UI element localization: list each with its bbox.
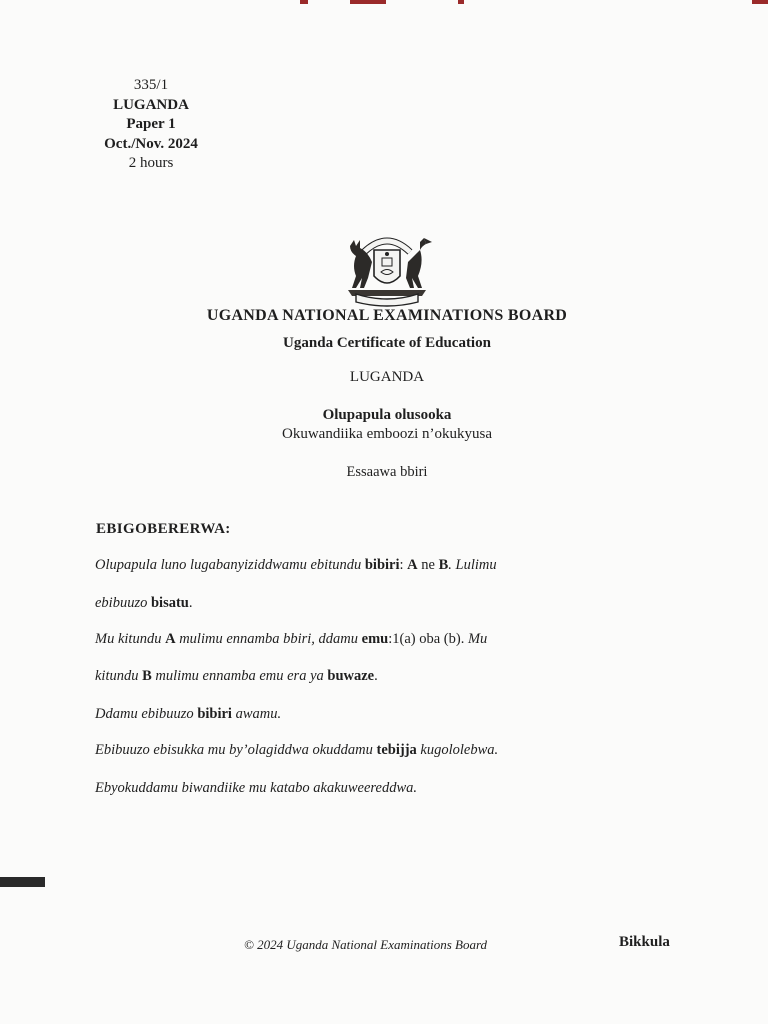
instruction-text-run: buwaze [327,668,375,684]
turn-over-label: Bikkula [619,934,670,950]
instruction-text-run: kugololebwa. [416,742,499,758]
instruction-text-run: . [188,595,193,611]
instruction-text-run: A [165,631,176,647]
instruction-text-run: Ebyokuddamu biwandiike mu katabo akakuweereddwa. [95,780,418,796]
instruction-text-run: : [399,557,408,573]
edge-mark [0,877,45,887]
instruction-text-run: bisatu [150,595,189,611]
instruction-text-run: bibiri [364,557,400,573]
paper-code: 335/1 [133,77,169,93]
instruction-line [95,706,281,723]
instruction-line [95,631,487,648]
certificate-name: Uganda Certificate of Education [283,335,491,351]
instruction-text-run: tebijja [376,742,417,758]
instruction-text-run: A [407,557,418,573]
subject-name: LUGANDA [349,369,425,385]
paper-subtitle: Okuwandiika emboozi n’okukyusa [282,426,492,442]
instruction-text-run: Mu [467,631,488,647]
instruction-text-run: awamu. [231,706,282,722]
instruction-line [95,557,497,574]
instruction-text-run: mulimu ennamba bbiri, ddamu [175,631,362,647]
paper-duration: 2 hours [128,155,174,171]
paper-header [86,76,216,174]
board-name: UGANDA NATIONAL EXAMINATIONS BOARD [206,307,568,324]
instruction-text-run: . Lulimu [448,557,497,573]
instruction-text-run: Mu kitundu [95,631,166,647]
instruction-text-run: B [438,557,449,573]
instruction-text-run: ne [417,557,439,573]
instruction-text-run: kitundu [95,668,143,684]
instructions-heading: EBIGOBERERWA: [96,521,231,537]
exam-session: Oct./Nov. 2024 [104,135,198,152]
paper-title: Olupapula olusooka [322,407,452,423]
instruction-text-run: . [374,668,378,684]
instruction-line [95,742,498,759]
instruction-text-run: ebibuuzo [95,595,151,611]
instruction-line [95,595,193,612]
instruction-text-run: bibiri [197,706,232,722]
exam-duration: Essaawa bbiri [346,464,428,480]
instruction-line [95,668,378,685]
instruction-text-run: emu [361,631,389,647]
instruction-text-run: Ebibuuzo ebisukka mu by’olagiddwa okuddamu [95,742,377,758]
header-subject: LUGANDA [113,96,189,113]
instruction-text-run: Olupapula luno lugabanyiziddwamu ebitundu [95,557,365,573]
instruction-text-run: B [142,668,152,684]
instruction-text-run: :1(a) oba (b). [388,631,468,647]
top-edge-marks [0,0,768,6]
instruction-text-run: mulimu ennamba emu era ya [151,668,328,684]
uneb-crest-logo [338,232,436,308]
paper-number: Paper 1 [126,116,176,132]
instruction-line [95,780,417,797]
copyright-notice: © 2024 Uganda National Examinations Board [244,937,488,952]
instruction-text-run: Ddamu ebibuuzo [95,706,198,722]
